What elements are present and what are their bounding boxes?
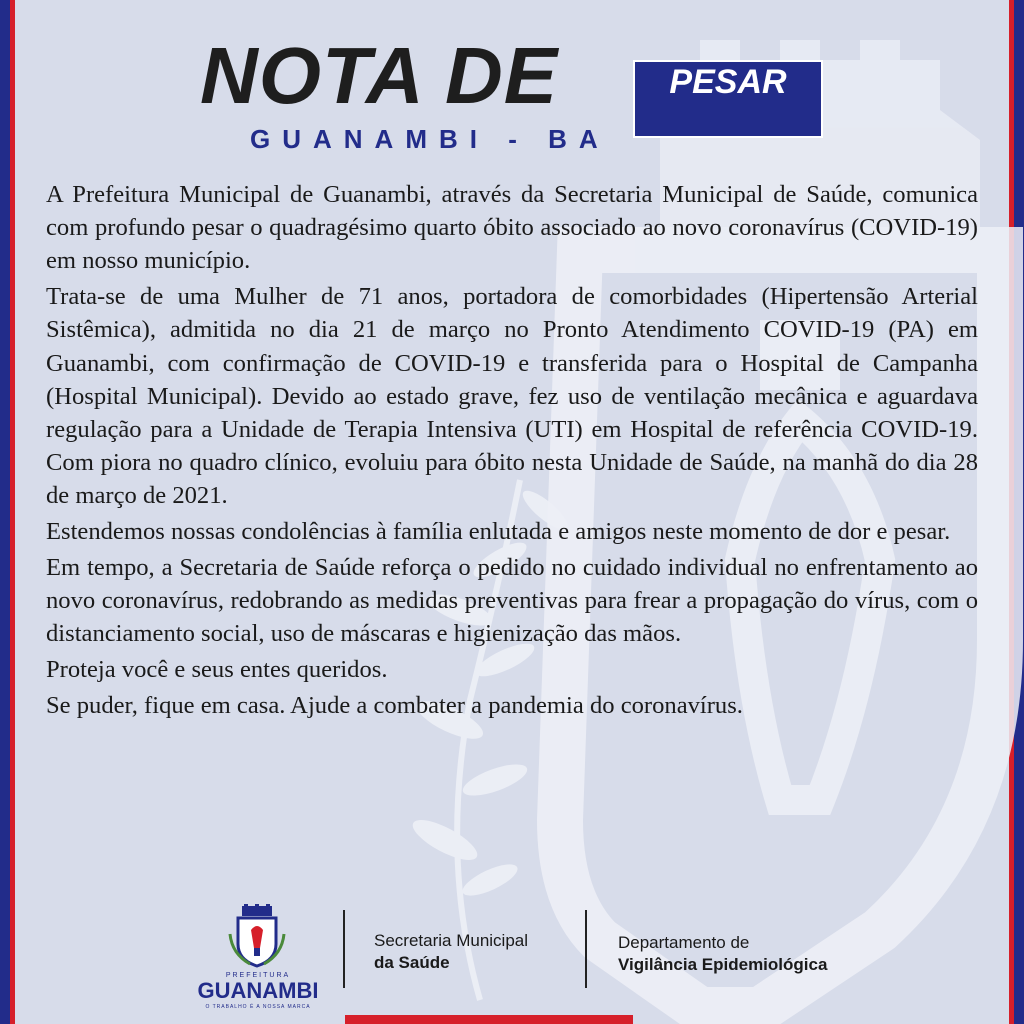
paragraph: Se puder, fique em casa. Ajude a combater a pandemia do coronavírus. — [46, 692, 743, 720]
page-title: NOTA DE — [200, 31, 559, 120]
paragraph: Estendemos nossas condolências à família enlutada e amigos neste momento de dor e pesar. — [46, 518, 951, 546]
city-logo — [196, 904, 320, 1016]
footer — [0, 900, 1024, 1024]
paragraph: Proteja você e seus entes queridos. — [46, 656, 388, 684]
header — [0, 31, 1024, 156]
secretaria-line1: Secretaria Municipal — [374, 931, 529, 950]
footer-divider — [585, 910, 587, 988]
secretaria-label — [374, 930, 528, 974]
title-badge-label: PESAR — [669, 63, 787, 101]
secretaria-line2: da Saúde — [374, 953, 450, 972]
departamento-line1: Departamento de — [618, 933, 750, 952]
logo-tagline: O TRABALHO É A NOSSA MARCA — [205, 1004, 311, 1010]
announcement-body — [46, 178, 978, 725]
bottom-accent-bar — [345, 1015, 633, 1024]
logo-name: GUANAMBI — [197, 978, 319, 1003]
city-crest-icon — [226, 904, 288, 970]
footer-divider — [343, 910, 345, 988]
paragraph: Trata-se de uma Mulher de 71 anos, portadora de comorbidades (Hipertensão Arterial Sistêmica), admitida no dia 21 de março no Pronto Atendimento COVID-19 (PA) em Guanambi, com confirmação de COVID-19 e transferida para o Hospital de Campanha (Hospital Municipal). Devido ao estado grave, fez uso de ventilação mecânica e aguardava regulação para a Unidade de Terapia Intensiva (UTI) em Hospital de referência COVID-19. Com piora no quadro clínico, evoluiu para óbito nesta Unidade de Saúde, na manhã do dia 28 de março de 2021. — [46, 283, 978, 510]
paragraph: A Prefeitura Municipal de Guanambi, através da Secretaria Municipal de Saúde, comunica com profundo pesar o quadragésimo quarto óbito associado ao novo coronavírus (COVID-19) em nosso município. — [46, 181, 978, 275]
paragraph: Em tempo, a Secretaria de Saúde reforça o pedido no cuidado individual no enfrentamento ao novo coronavírus, redobrando as medidas preventivas para frear a propagação do vírus, com o distanciamento social, uso de máscaras e higienização das mãos. — [46, 554, 978, 648]
page-subtitle: GUANAMBI - BA — [250, 124, 610, 154]
logo-prefix: PREFEITURA — [225, 972, 291, 979]
departamento-label — [618, 932, 827, 976]
title-badge — [633, 60, 823, 138]
departamento-line2: Vigilância Epidemiológica — [618, 955, 828, 974]
